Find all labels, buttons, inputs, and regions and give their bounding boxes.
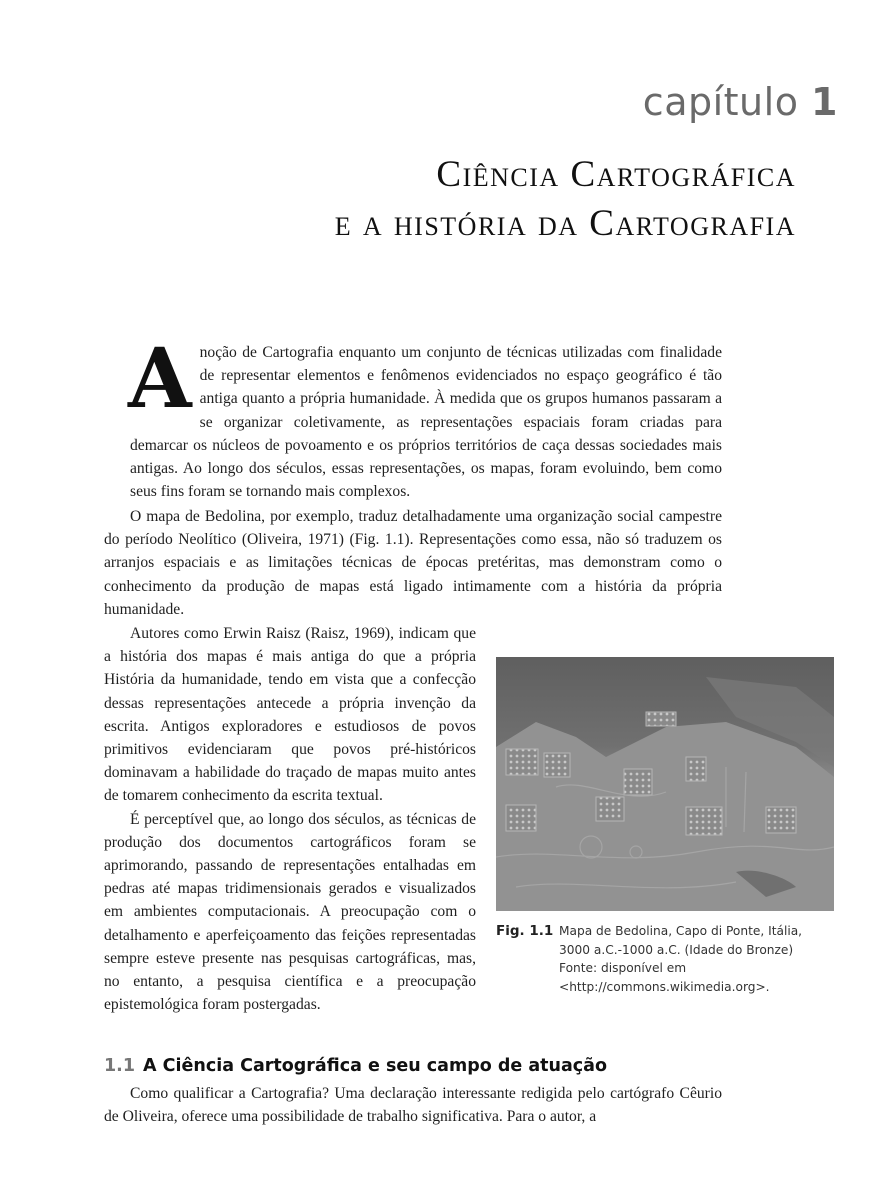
paragraph-intro bbox=[128, 331, 722, 503]
paragraph-section-intro: Como qualificar a Cartografia? Uma declaração interessante redigida pelo cartógrafo Cêurio de Oliveira, oferece uma possibilidade de trabalho significativa. Para o autor, a bbox=[104, 1085, 722, 1126]
caption-line: 3000 a.C.-1000 a.C. (Idade do Bronze) bbox=[559, 942, 794, 957]
paragraph-techniques: É perceptível que, ao longo dos séculos, as técnicas de produção dos documentos cartográficos foram se aprimorando, passando de representações entalhadas em pedras até mapas tridimensionais gerados e visualizados em ambientes computacionais. A preocupação com o detalhamento e aperfeiçoamento das feições representadas sempre esteve presente nas pesquisas cartográficas, mas, no entanto, a pesquisa científica e a preocupação epistemológica foram postergadas. bbox=[104, 810, 476, 1014]
paragraph-raisz: Autores como Erwin Raisz (Raisz, 1969), indicam que a história dos mapas é mais antiga do que a própria História da humanidade, tendo em vista que a confecção dessas representações antecede a própria invenção da escrita. Antigos exploradores e estudiosos de povos primitivos evidenciaram que povos pré-históricos dominavam a habilidade do traçado de mapas muito antes de tomarem conhecimento da escrita textual. bbox=[104, 625, 476, 805]
figure-caption-text bbox=[559, 922, 829, 996]
paragraph-bedolina: O mapa de Bedolina, por exemplo, traduz detalhadamente uma organização social campestre do período Neolítico (Oliveira, 1971) (Fig. 1.1). Representações como essa, não só traduzem os arranjos espaciais e as limitações técnicas de épocas pretéritas, mas demonstram como o conhecimento da produção de mapas está ligado intimamente com a história da própria humanidade. bbox=[104, 508, 722, 618]
drop-cap: A bbox=[128, 331, 192, 427]
left-column bbox=[104, 622, 476, 1016]
caption-source-link: <http://commons.wikimedia.org>. bbox=[559, 979, 770, 994]
section-number: 1.1 bbox=[104, 1056, 136, 1076]
chapter-word: capítulo bbox=[642, 80, 799, 124]
caption-line: Fonte: disponível em bbox=[559, 961, 687, 976]
paragraph-intro-text: noção de Cartografia enquanto um conjunto de técnicas utilizadas com finalidade de representar elementos e fenômenos evidenciados no espaço geográfico é tão antiga quanto a própria humanidade. À medida que os grupos humanos passaram a se organizar coletivamente, as representações espaciais foram criadas para demarcar os núcleos de povoamento e os próprios territórios de caça dessas sociedades mais antigas. Ao longo dos séculos, essas representações, os mapas, foram evoluindo, bem como seus fins foram se tornando mais complexos. bbox=[130, 344, 722, 501]
figure-bedolina-map-photo bbox=[496, 657, 834, 911]
section-heading bbox=[104, 1056, 607, 1076]
chapter-number: 1 bbox=[811, 80, 838, 124]
caption-line: Mapa de Bedolina, Capo di Ponte, Itália, bbox=[559, 924, 803, 938]
rock-carving-image bbox=[496, 657, 834, 911]
chapter-label bbox=[643, 80, 838, 124]
chapter-title-line2: e a história da Cartografia bbox=[334, 203, 796, 244]
section-title: A Ciência Cartográfica e seu campo de atuação bbox=[143, 1056, 607, 1076]
chapter-title bbox=[335, 150, 796, 248]
figure-label: Fig. 1.1 bbox=[496, 923, 554, 939]
chapter-title-line1: Ciência Cartográfica bbox=[436, 154, 796, 195]
